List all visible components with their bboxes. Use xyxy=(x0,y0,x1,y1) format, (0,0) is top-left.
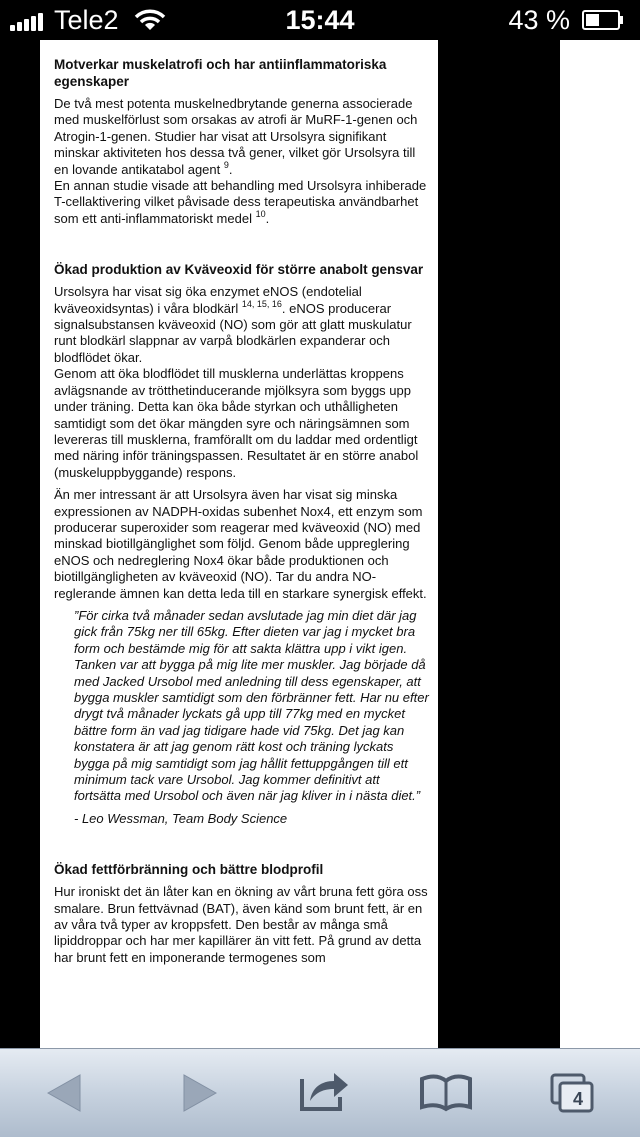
back-button[interactable] xyxy=(40,1049,90,1137)
testimonial-author: - Leo Wessman, Team Body Science xyxy=(74,810,288,826)
article-page xyxy=(40,40,438,1048)
paragraph: De två mest potenta muskelnedbrytande generna associerade med muskelförlust som orsakas av atrofi är MuRF-1-genen och Atrogin-1-genen. Studier har visat att Ursolsyra signifikant minskar aktiviteten hos dessa två gener, vilket gör Ursolsyra till en lovande antikatabol agent $^9$. En annan studie visade att behandling med Ursolsyra inhiberade T-cellaktivering vilket påvisade dess terapeutiska användbarhet som ett anti-inflammatoriskt medel $^{10}$. xyxy=(54,96,427,226)
reference-marker: 14, 15, 16 xyxy=(241,298,282,309)
status-bar xyxy=(0,0,640,40)
carrier-name: Tele2 xyxy=(54,5,119,35)
section-heading-kvaveoxid: Ökad produktion av Kväveoxid för större anabolt gensvar xyxy=(54,262,424,278)
web-viewport[interactable] xyxy=(0,40,640,1048)
forward-arrow-icon xyxy=(174,1049,224,1137)
share-icon xyxy=(296,1049,352,1137)
paragraph: Än mer intressant är att Ursolsyra även har visat sig minska expressionen av NADPH-oxidas subenhet Nox4, ett enzym som producerar superoxider som reagerar med kväveoxid (NO) med minskad biotillgänglighet som följd. Genom både uppreglering eNOS och nedreglering Nox4 ökar både produktionen och biotillgängligheten av kväveoxid (NO). Tar du andra NO-reglerande ämnen kan detta leda till en starkare synergisk effekt. xyxy=(54,487,427,601)
article-content xyxy=(54,56,430,972)
paragraph: Ursolsyra har visat sig öka enzymet eNOS (endotelial kväveoxidsyntas) i våra blodkärl $^{14, 15, 16}$. eNOS producerar signalsubstansen kväveoxid (NO) som gör att glatt muskulatur runt blodkärl slappnar av varpå blodkärlen expanderar och blodflödet ökar. Genom att öka blodflödet till musklerna underlättas kroppens avlägsnande av trötthetinducerande mjölksyra som byggs upp under träning. Detta kan öka både styrkan och uthålligheten samtidigt som det ökar mängden syre och näringsämnen som levereras till musklerna, framförallt om du laddar med ordentligt med näring inför träningspassen. Resultatet är en större anabol (muskeluppbyggande) respons. xyxy=(54,284,419,480)
browser-toolbar xyxy=(0,1048,640,1137)
forward-button[interactable] xyxy=(174,1049,224,1137)
back-arrow-icon xyxy=(40,1049,90,1137)
battery-icon xyxy=(582,10,624,30)
adjacent-page-edge xyxy=(560,40,640,1048)
testimonial-quote: ”För cirka två månader sedan avslutade jag min diet där jag gick från 75kg ner till 65kg. Efter dieten var jag i mycket bra form och bestämde mig för att sakta klättra upp i vikt igen. Tanken var att bygga på mig lite mer muskler. Jag började då med Jacked Ursobol med anledning till dess egenskaper, att bygga muskler samtidigt som den förbränner fett. Har nu efter drygt två månader lyckats gå upp till 77kg med en mycket bättre form än vad jag tidigare hade vid 75kg. Det jag kan konstatera är att jag genom rätt kost och träning lyckats bygga på mig samtidigt som jag hållit fettuppgången till ett minimum tack vare Ursobol. Jag kommer definitivt att fortsätta med Ursobol och även när jag kliver in i nästa diet.” xyxy=(74,607,429,804)
battery-percentage: 43 % xyxy=(508,5,570,35)
tabs-count-badge: 4 xyxy=(572,1089,583,1109)
bookmarks-button[interactable] xyxy=(418,1049,474,1137)
status-time: 15:44 xyxy=(285,5,355,35)
reference-marker: 9 xyxy=(223,159,229,170)
section-heading-fettforbranning: Ökad fettförbränning och bättre blodprofil xyxy=(54,862,324,878)
share-button[interactable] xyxy=(296,1049,352,1137)
paragraph: Hur ironiskt det än låter kan en ökning av vårt bruna fett göra oss smalare. Brun fettvävnad (BAT), även känd som brunt fett, är en av våra två typer av kroppsfett. Den består av många små lipiddroppar och har mer kapillärer än vitt fett. På grund av detta har brunt fett en imponerande termogenes som xyxy=(54,884,428,965)
open-book-icon xyxy=(418,1049,474,1137)
reference-marker: 10 xyxy=(255,208,266,219)
section-heading-muskelatrofi: Motverkar muskelatrofi och har antiinflammatoriska egenskaper xyxy=(54,57,387,89)
